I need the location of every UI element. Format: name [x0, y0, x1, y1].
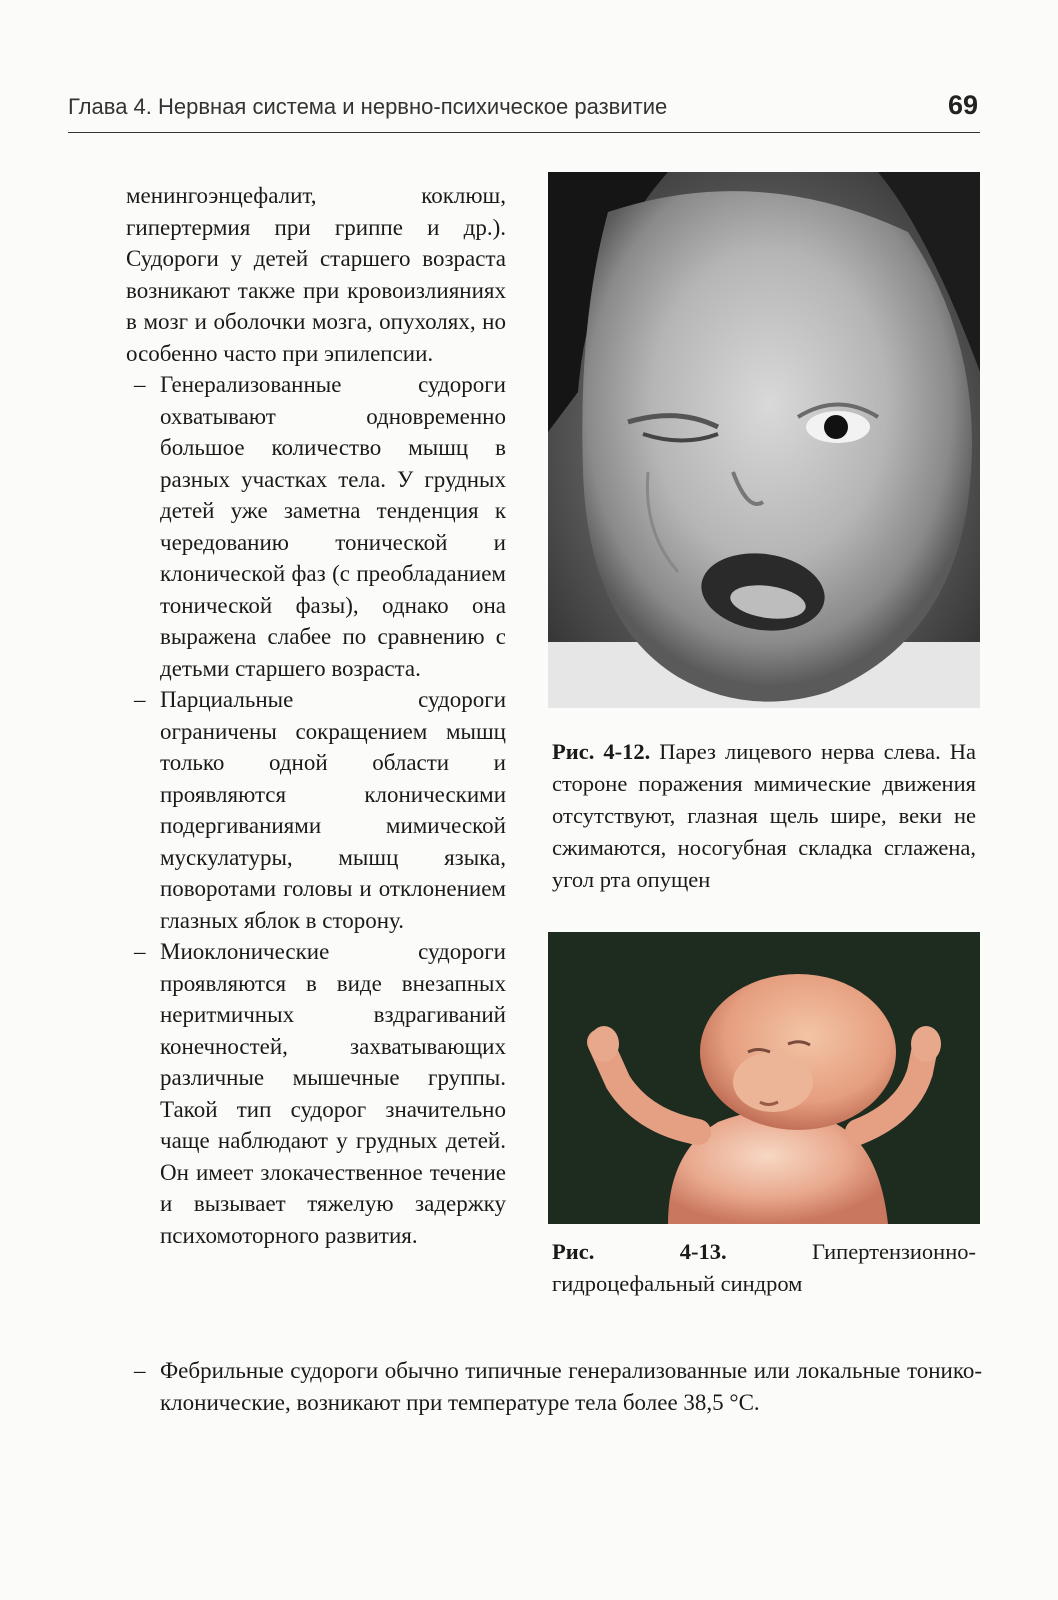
figure-4-12-text: Парез лицевого нерва слева. На стороне поражения мимические движения отсутствуют, глазная щель шире, веки не сжимаются, носогубная складка сглажена, угол рта опущен — [552, 739, 976, 892]
list-item-partial: – Парциальные судороги ограничены сокращением мышц только одной области и проявляются клоническими подергиваниями мимической мускулатуры, мышц языка, поворотами головы и отклонением глазных яблок в сторону. — [126, 684, 506, 936]
figure-4-12-photo — [548, 172, 980, 708]
page-number: 69 — [947, 90, 978, 120]
intro-paragraph: менингоэнцефалит, коклюш, гипертермия при гриппе и др.). Судороги у детей старшего возраста возникают также при кровоизлияниях в мозг и оболочки мозга, опухолях, но особенно часто при эпилепсии. — [126, 183, 506, 366]
figure-4-12-caption — [552, 736, 976, 896]
chapter-title: Глава 4. Нервная система и нервно-психическое развитие — [68, 94, 668, 119]
text-column — [126, 180, 506, 1251]
list-item-myoclonic: – Миоклонические судороги проявляются в виде внезапных неритмичных вздрагиваний конечностей, захватывающих различные мышечные группы. Такой тип судорог значительно чаще наблюдают у грудных детей. Он имеет злокачественное течение и вызывает тяжелую задержку психомоторного развития. — [126, 936, 506, 1251]
figure-4-13-label: Рис. 4-13. — [552, 1239, 727, 1264]
figure-4-12-label: Рис. 4-12. — [552, 739, 651, 764]
figure-4-13-text: Гипертензионно-гидроцефальный синдром — [552, 1239, 977, 1296]
figure-4-13-photo — [548, 932, 980, 1224]
running-header — [68, 92, 980, 133]
figure-4-13-caption — [552, 1236, 976, 1300]
list-item-generalized: – Генерализованные судороги охватывают одновременно большое количество мышц в разных участках тела. У грудных детей уже заметна тенденция к чередованию тонической и клонической фаз (с преобладанием тонической фазы), однако она выражена слабее по сравнению с детьми старшего возраста. — [126, 369, 506, 684]
list-item-febrile: – Фебрильные судороги обычно типичные генерализованные или локальные тонико-клонические, возникают при температуре тела более 38,5 °С. — [126, 1355, 982, 1418]
